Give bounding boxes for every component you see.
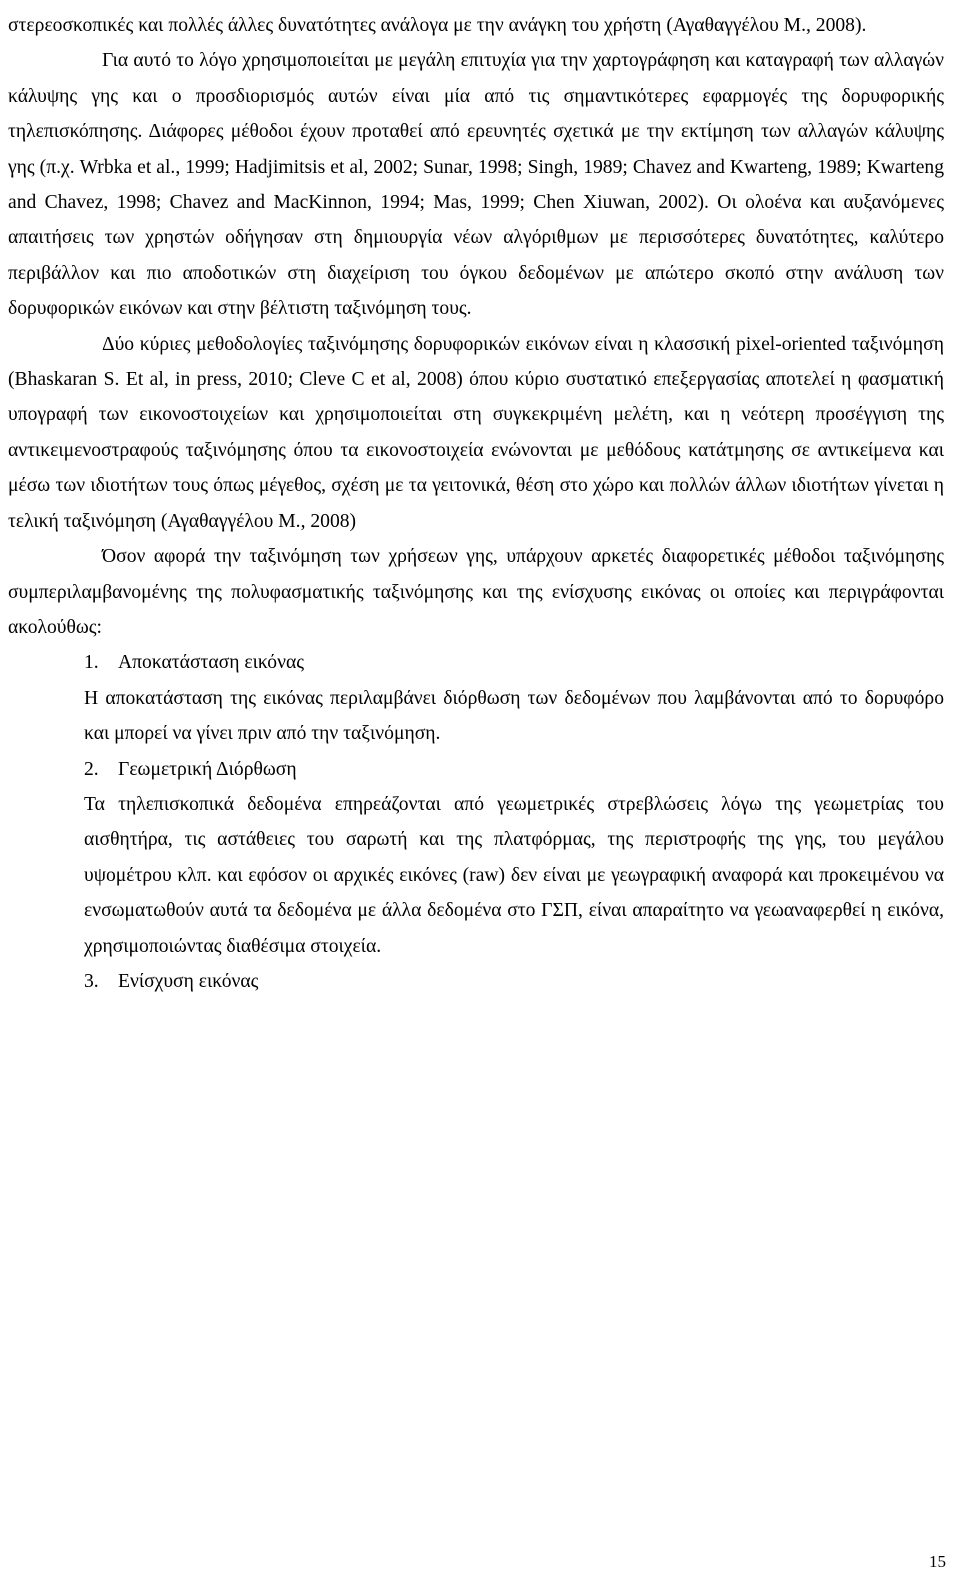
- list-item-heading: Ενίσχυση εικόνας: [118, 970, 259, 992]
- list-item-heading: Αποκατάσταση εικόνας: [118, 652, 304, 674]
- paragraph-change-detection: Για αυτό το λόγο χρησιμοποιείται με μεγάλη επιτυχία για την χαρτογράφηση και καταγραφή των αλλαγών κάλυψης γης και ο προσδιορισμός αυτών είναι μία από τις σημαντικότερες εφαρμογές της δορυφορικής τηλεπισκόπησης. Διάφορες μέθοδοι έχουν προταθεί από ερευνητές σχετικά με την εκτίμηση των αλλαγών κάλυψης γης (π.χ. Wrbka et al., 1999; Hadjimitsis et al, 2002; Sunar, 1998; Singh, 1989; Chavez and Kwarteng, 1989; Kwarteng and Chavez, 1998; Chavez and MacKinnon, 1994; Mas, 1999; Chen Xiuwan, 2002). Οι ολοένα και αυξανόμενες απαιτήσεις των χρηστών οδήγησαν στη δημιουργία νέων αλγόριθμων με περισσότερες δυνατότητες, καλύτερο περιβάλλον και πιο αποδοτικών στη διαχείριση του όγκου δεδομένων με απώτερο σκοπό στην ανάλυση των δορυφορικών εικόνων και στην βέλτιστη ταξινόμηση τους.: [8, 50, 944, 320]
- list-item-number: 1.: [84, 652, 99, 674]
- paragraph-continuation: στερεοσκοπικές και πολλές άλλες δυνατότητες ανάλογα με την ανάγκη του χρήστη (Αγαθαγγέλου Μ., 2008).: [8, 15, 867, 36]
- list-item-body: Η αποκατάσταση της εικόνας περιλαμβάνει διόρθωση των δεδομένων που λαμβάνονται από το δορυφόρο και μπορεί να γίνει πριν από την ταξινόμηση.: [84, 687, 944, 745]
- list-item-number: 3.: [84, 970, 99, 992]
- list-item-title: [84, 964, 944, 999]
- list-item-title: [84, 645, 944, 680]
- list-item-title: [84, 752, 944, 787]
- document-page: [8, 0, 944, 999]
- page-number: 15: [929, 1552, 946, 1571]
- list-item-number: 2.: [84, 758, 99, 780]
- paragraph-land-use-classification: Όσον αφορά την ταξινόμηση των χρήσεων γης, υπάρχουν αρκετές διαφορετικές μέθοδοι ταξινόμησης συμπεριλαμβανομένης της πολυφασματικής ταξινόμησης και της ενίσχυσης εικόνας οι οποίες και περιγράφονται ακολούθως:: [8, 546, 944, 638]
- paragraph-classification-methods: Δύο κύριες μεθοδολογίες ταξινόμησης δορυφορικών εικόνων είναι η κλασσική pixel-oriented ταξινόμηση (Bhaskaran S. Et al, in press, 2010; Cleve C et al, 2008) όπου κύριο συστατικό επεξεργασίας αποτελεί η φασματική υπογραφή των εικονοστοιχείων και χρησιμοποιείται στη συγκεκριμένη μελέτη, και η νεότερη προσέγγιση της αντικειμενοστραφούς ταξινόμησης όπου τα εικονοστοιχεία ενώνονται με μεθόδους κατάτμησης σε αντικείμενα και μέσω των ιδιοτήτων τους όπως μέγεθος, σχέση με τα γειτονικά, θέση στο χώρο και πολλών άλλων ιδιοτήτων γίνεται η τελική ταξινόμηση (Αγαθαγγέλου Μ., 2008): [8, 333, 944, 532]
- list-item-body: Τα τηλεπισκοπικά δεδομένα επηρεάζονται από γεωμετρικές στρεβλώσεις λόγω της γεωμετρίας του αισθητήρα, τις αστάθειες του σαρωτή και της πλατφόρμας, της περιστροφής της γης, του μεγάλου υψομέτρου κλπ. και εφόσον οι αρχικές εικόνες (raw) δεν είναι με γεωγραφική αναφορά και προκειμένου να ενσωματωθούν αυτά τα δεδομένα με άλλα δεδομένα στο ΓΣΠ, είναι απαραίτητο να γεωαναφερθεί η εικόνα, χρησιμοποιώντας διαθέσιμα στοιχεία.: [84, 793, 944, 957]
- list-item-heading: Γεωμετρική Διόρθωση: [118, 758, 297, 780]
